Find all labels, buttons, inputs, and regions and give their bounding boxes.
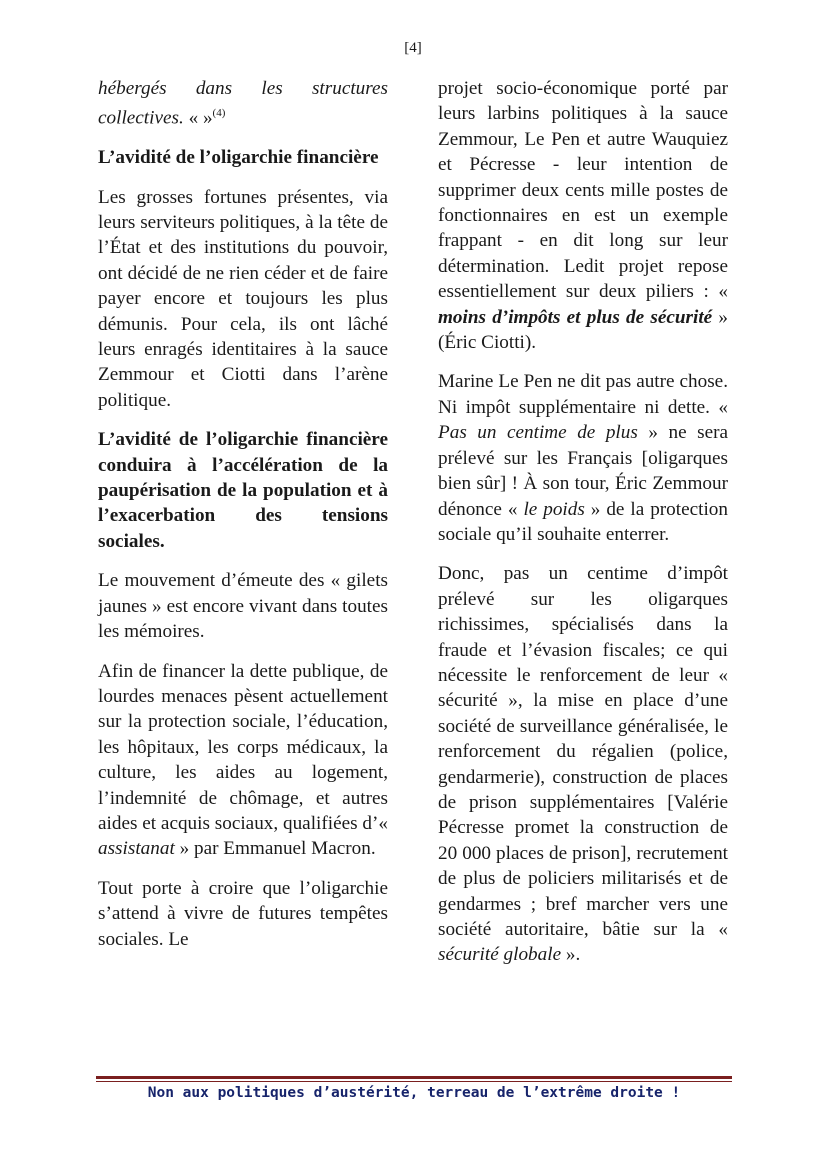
text-run: projet socio-économique porté par leurs larbins politiques à la sauce Zemmour, Le Pen et autre Wauquiez et Pécresse - leur intention de supprimer deux cents mille postes de fonctionnaires en est un exemple frappant - en dit long sur leur détermination. Ledit projet repose essentiellement sur deux piliers : « [438, 78, 728, 303]
footer-rule [96, 1076, 732, 1079]
text-run: » ne sera prélevé sur les Français [oligarques bien sûr] ! À son tour, Éric Zemmour dénonce « [438, 422, 728, 520]
footnote-ref: (4) [212, 107, 226, 120]
italic-text: hébergés dans les structures collectives. [98, 78, 388, 129]
footer-slogan: Non aux politiques d’austérité, terreau de l’extrême droite ! [147, 1085, 681, 1101]
paragraph-6 [438, 369, 728, 547]
paragraph-5 [438, 76, 728, 355]
bold-italic-text: moins d’impôts et plus de sécurité [438, 306, 713, 328]
footer-rule-thin [96, 1081, 732, 1082]
italic-text: le poids [523, 498, 585, 520]
text-run: » de la protection sociale qu’il souhaite enterrer. [438, 498, 728, 545]
text-run: Afin de financer la dette publique, de lourdes menaces pèsent actuellement sur la protection sociale, l’éducation, les hôpitaux, les corps médicaux, la culture, les aides au logement, l’indemnité de chômage, et autres aides et acquis sociaux, qualifiées d’« [98, 660, 388, 834]
italic-text: assistanat [98, 838, 175, 860]
paragraph-2: Le mouvement d’émeute des « gilets jaunes » est encore vivant dans toutes les mémoires. [98, 570, 388, 643]
paragraph-continuation [98, 76, 388, 131]
quote-marks: « » [183, 107, 213, 129]
text-run: ». [561, 944, 581, 966]
section-heading-2: L’avidité de l’oligarchie financière conduira à l’accélération de la paupérisation de la population et à l’exacerbation des tensions sociales. [98, 429, 388, 552]
paragraph-3 [98, 659, 388, 862]
text-run: Donc, pas un centime d’impôt prélevé sur les oligarques richissimes, spécialisés dans la fraude et l’évasion fiscales; ce qui nécessite le renforcement de leur « sécurité », la mise en place d’une société de surveillance généralisée, le renforcement du régalien (police, gendarmerie), construction de places de prison supplémentaires [Valérie Pécresse promet la construction de 20 000 places de prison], recrutement de plus de policiers militarisés et de gendarmes ; bref marcher vers une société autoritaire, bâtie sur la « [438, 563, 728, 940]
right-column [438, 76, 728, 982]
paragraph-4: Tout porte à croire que l’oligarchie s’attend à vivre de futures tempêtes sociales. Le [98, 877, 388, 950]
italic-text: Pas un centime de plus [438, 422, 638, 444]
paragraph-1: Les grosses fortunes présentes, via leurs serviteurs politiques, à la tête de l’État et des institutions du pouvoir, ont décidé de ne rien céder et de faire payer encore et toujours les plus démunis. Pour cela, ils ont lâché leurs enragés identitaires à la sauce Zemmour et Ciotti dans l’arène politique. [98, 186, 388, 411]
section-heading-1: L’avidité de l’oligarchie financière [98, 147, 379, 169]
text-run: » par Emmanuel Macron. [174, 838, 376, 860]
text-run: » (Éric Ciotti). [438, 306, 728, 354]
page-number: [4] [404, 40, 422, 56]
text-run: Marine Le Pen ne dit pas autre chose. Ni impôt supplémentaire ni dette. « [438, 371, 728, 418]
paragraph-7 [438, 561, 728, 968]
italic-text: sécurité globale [438, 944, 562, 966]
left-column [98, 76, 388, 966]
